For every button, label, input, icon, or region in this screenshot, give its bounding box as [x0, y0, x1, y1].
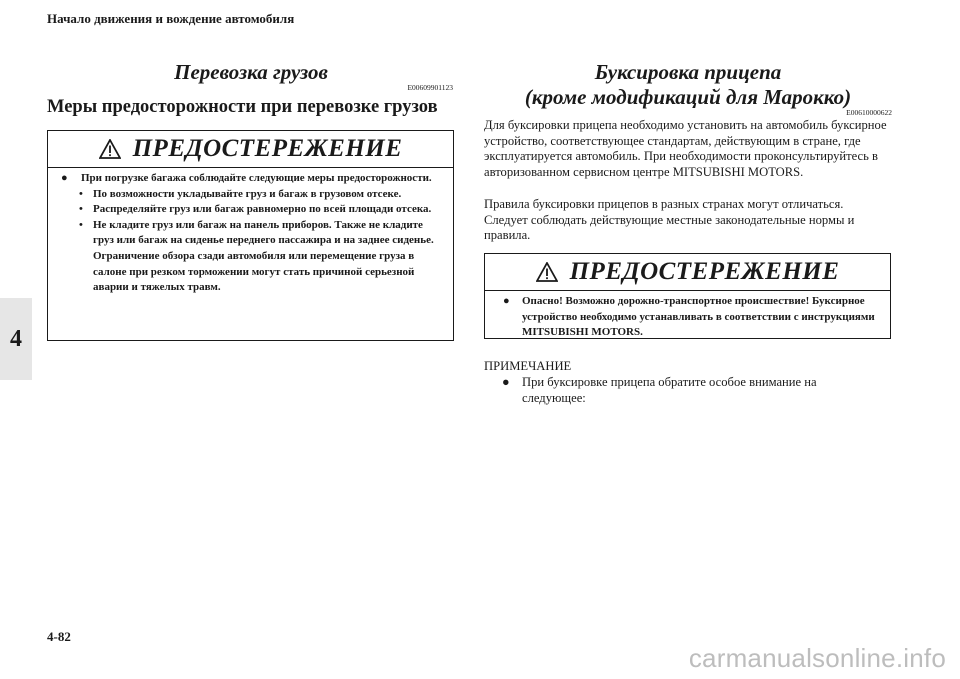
warning-box-cargo	[47, 130, 454, 341]
warning-triangle-icon	[99, 139, 121, 159]
section-code-towing: E00610000622	[846, 108, 892, 117]
bullet-icon: ●	[503, 295, 510, 307]
section-title-towing-1: Буксировка прицепа	[594, 60, 782, 84]
bullet-icon: ●	[61, 172, 68, 184]
watermark: carmanualsonline.info	[688, 643, 946, 673]
chapter-tab: 4	[0, 298, 32, 380]
paragraph-towing-1: Для буксировки прицепа необходимо установить на автомобиль буксирное устройство, соответствующее стандартам, действующим в стране, где эксплуатируется автомобиль. При необходимости проконсультируйтесь в авторизованном сервисном центре MITSUBISHI MOTORS.	[484, 118, 887, 179]
warning-triangle-icon	[536, 262, 558, 282]
note-label: ПРИМЕЧАНИЕ	[484, 359, 572, 373]
warning-title: ПРЕДОСТЕРЕЖЕНИЕ	[569, 258, 840, 285]
warning-intro: ● При погрузке багажа соблюдайте следующие меры предосторожности.	[61, 171, 445, 187]
sub-bullet-icon: •	[79, 218, 83, 231]
sub-bullet-icon: •	[79, 187, 83, 200]
warning-body	[485, 291, 890, 341]
bullet-icon: ●	[502, 375, 510, 389]
paragraph-towing-2: Правила буксировки прицепов в разных странах могут отличаться. Следует соблюдать действующие местные законодательные нормы и правила.	[484, 197, 855, 243]
list-item: • Не кладите груз или багаж на панель приборов. Также не кладите груз или багаж на сиденье переднего пассажира и на заднее сиденье. Ограничение обзора сзади автомобиля или перемещение груза в салоне при резком торможении могут стать причиной серьезной аварии и тяжелых травм.	[61, 218, 445, 296]
warning-header	[48, 131, 453, 168]
list-item: • По возможности укладывайте груз и багаж в грузовом отсеке.	[61, 187, 445, 203]
sub-bullet-icon: •	[79, 203, 83, 216]
page-number: 4-82	[47, 629, 71, 644]
warning-header	[485, 254, 890, 291]
section-title-towing-2: (кроме модификаций для Марокко)	[524, 85, 852, 109]
warning-title: ПРЕДОСТЕРЕЖЕНИЕ	[132, 135, 403, 162]
subsection-title-precautions: Меры предосторожности при перевозке грузов	[47, 97, 438, 117]
section-code-cargo: E00609901123	[407, 83, 453, 92]
list-item: • Распределяйте груз или багаж равномерно по всей площади отсека.	[61, 202, 445, 218]
page-header: Начало движения и вождение автомобиля	[47, 11, 295, 26]
note-item: ● При буксировке прицепа обратите особое внимание на следующее:	[502, 375, 817, 405]
warning-item: ● Опасно! Возможно дорожно-транспортное происшествие! Буксирное устройство необходимо устанавливать в соответствии с инструкциями MITSUBISHI MOTORS.	[503, 294, 882, 341]
warning-box-towing	[484, 253, 891, 339]
section-title-cargo: Перевозка грузов	[174, 60, 328, 84]
warning-body	[48, 168, 453, 296]
